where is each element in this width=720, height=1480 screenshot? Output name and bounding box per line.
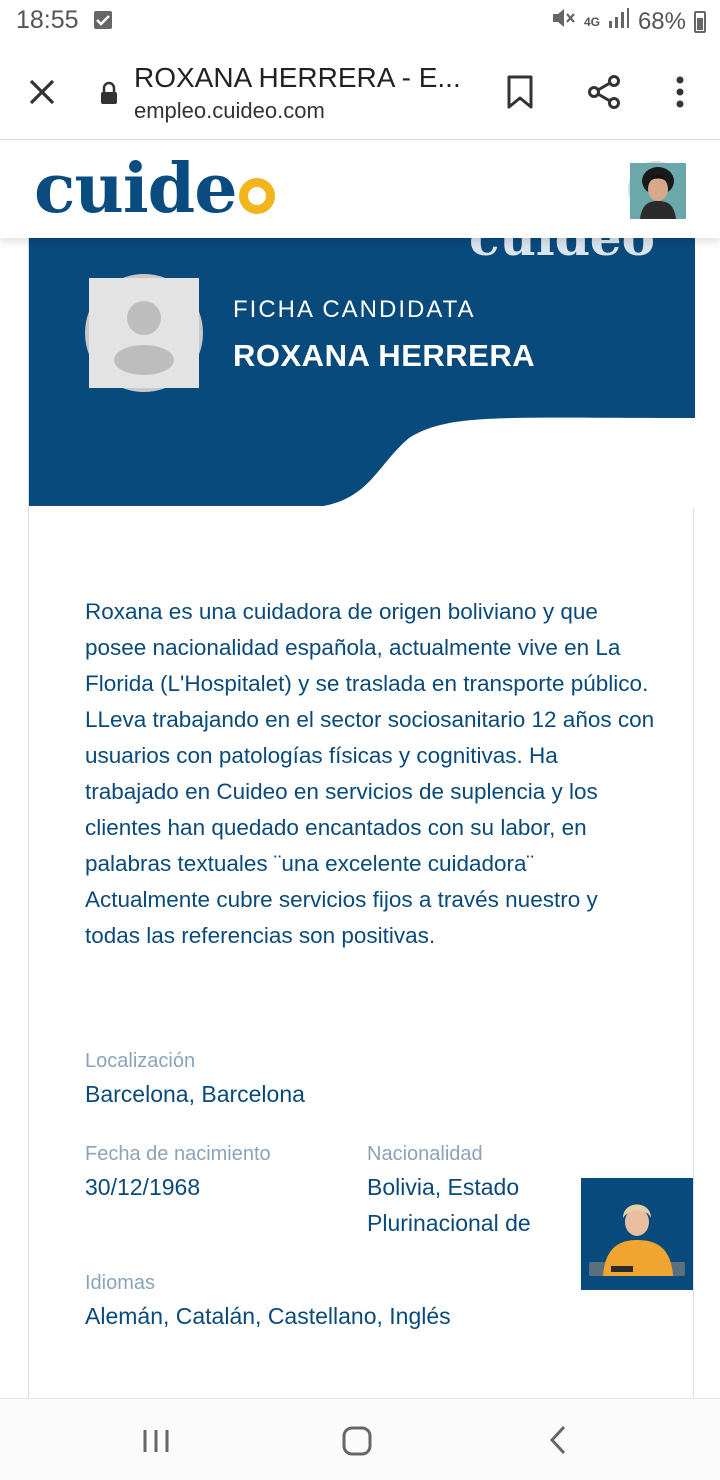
mute-icon bbox=[550, 6, 576, 37]
banner-wave-shape bbox=[29, 408, 695, 508]
cuideo-logo[interactable] bbox=[34, 149, 275, 229]
close-tab-icon[interactable] bbox=[26, 76, 58, 108]
nationality-label: Nacionalidad bbox=[367, 1143, 483, 1165]
page-url[interactable]: empleo.cuideo.com bbox=[134, 98, 325, 123]
battery-percent: 68% bbox=[637, 7, 686, 35]
languages-value: Alemán, Catalán, Castellano, Inglés bbox=[85, 1303, 451, 1329]
system-nav-bar bbox=[0, 1398, 720, 1480]
languages-label: Idiomas bbox=[85, 1272, 156, 1294]
chat-assistant-button[interactable] bbox=[581, 1178, 693, 1290]
browser-toolbar bbox=[0, 44, 720, 140]
battery-icon bbox=[694, 11, 706, 33]
section-label: FICHA CANDIDATA bbox=[233, 296, 476, 323]
back-icon[interactable] bbox=[548, 1425, 568, 1455]
site-header bbox=[0, 141, 720, 238]
user-avatar[interactable] bbox=[628, 161, 684, 217]
location-value: Barcelona, Barcelona bbox=[85, 1081, 305, 1107]
home-icon[interactable] bbox=[342, 1426, 372, 1456]
assistant-portrait-icon bbox=[581, 1178, 693, 1290]
recent-apps-icon[interactable] bbox=[142, 1429, 170, 1453]
lock-icon[interactable] bbox=[100, 82, 118, 104]
status-bar bbox=[0, 0, 720, 44]
logo-o-mark-icon bbox=[239, 178, 275, 214]
logo-text: cuide bbox=[34, 149, 237, 229]
card-banner bbox=[29, 238, 695, 506]
location-label: Localización bbox=[85, 1050, 196, 1072]
candidate-name: ROXANA HERRERA bbox=[233, 338, 536, 373]
share-icon[interactable] bbox=[586, 74, 622, 110]
birth-date-label: Fecha de nacimiento bbox=[85, 1143, 271, 1165]
notification-check-icon bbox=[94, 11, 112, 29]
profile-placeholder-icon bbox=[85, 274, 203, 392]
page-title[interactable]: ROXANA HERRERA - E... bbox=[134, 62, 461, 93]
bookmark-icon[interactable] bbox=[506, 74, 534, 110]
birth-date-value: 30/12/1968 bbox=[85, 1174, 201, 1200]
overflow-menu-icon[interactable] bbox=[668, 74, 692, 110]
status-time: 18:55 bbox=[16, 6, 79, 34]
candidate-bio: Roxana es una cuidadora de origen boliviano y que posee nacionalidad española, actualmente vive en La Florida (L'Hospitalet) y se traslada en transporte público. LLeva trabajando en el sector sociosanitario 12 años con usuarios con patologías físicas y cognitivas. Ha trabajado en Cuideo en servicios de suplencia y los clientes han quedado encantados con su labor, en palabras textuales ¨una excelente cuidadora¨ Actualmente cubre servicios fijos a través nuestro y todas las referencias son positivas. bbox=[85, 599, 655, 948]
network-type-icon: 4G bbox=[583, 14, 600, 29]
status-indicators bbox=[550, 6, 706, 37]
nationality-value: Bolivia, Estado Plurinacional de bbox=[367, 1174, 531, 1236]
signal-icon bbox=[608, 7, 630, 36]
